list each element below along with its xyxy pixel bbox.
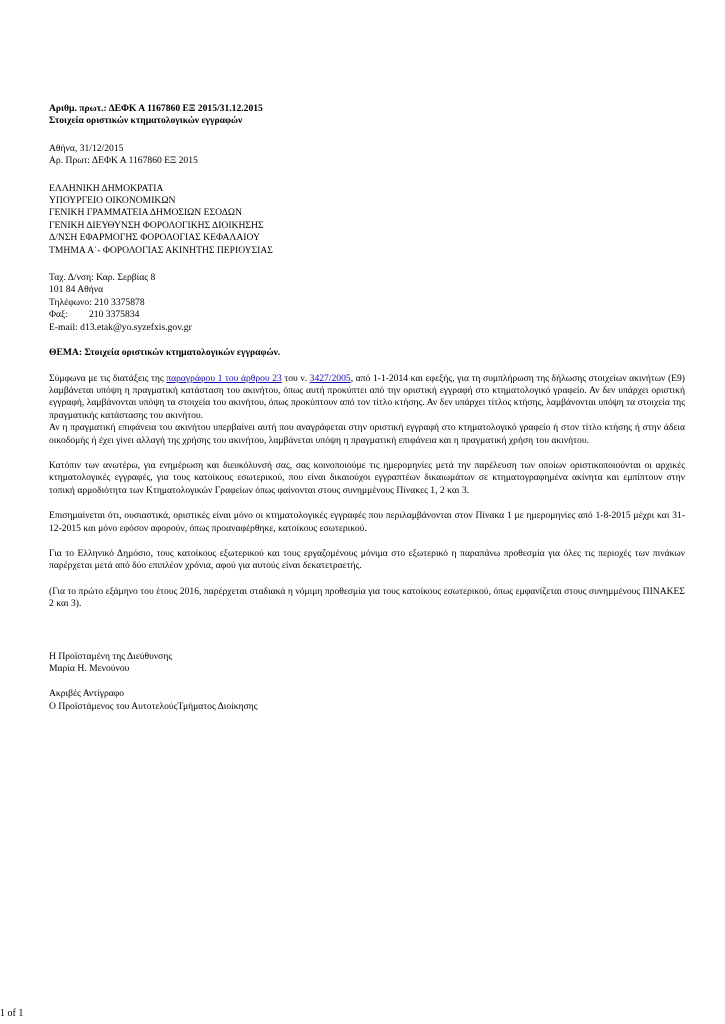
document-protocol: Αρ. Πρωτ: ΔΕΦΚ Α 1167860 ΕΞ 2015 [49, 155, 198, 167]
authority-line: ΓΕΝΙΚΗ ΓΡΑΜΜΑΤΕΙΑ ΔΗΜΟΣΙΩΝ ΕΣΟΔΩΝ [49, 207, 242, 219]
law-paragraph-link[interactable]: παραγράφου 1 του άρθρου 23 [166, 372, 282, 384]
contact-phone: Τηλέφωνο: 210 3375878 [49, 296, 145, 308]
body-paragraph-4: Για το Ελληνικό Δημόσιο, τους κατοίκους εξωτερικού και τους εργαζομένους μόνιμα στο εξωτερικό η παραπάνω προθεσμία για όλες τις περιοχές των πινάκων παρέρχεται μετά από δύο επιπλέον χρόνια, αφού για αυτούς είναι δεκατετραετής. [49, 547, 685, 572]
authority-line: ΓΕΝΙΚΗ ΔΙΕΥΘΥΝΣΗ ΦΟΡΟΛΟΓΙΚΗΣ ΔΙΟΙΚΗΣΗΣ [49, 219, 264, 231]
body-paragraph-1 [49, 373, 685, 447]
certified-copy-block [49, 688, 685, 713]
authority-line: ΕΛΛΗΝΙΚΗ ΔΗΜΟΚΡΑΤΙΑ [49, 182, 164, 194]
signature-name: Μαρία Η. Μενούνου [49, 663, 130, 674]
document-page [49, 103, 685, 713]
body-paragraph-5: (Για το πρώτο εξάμηνο του έτους 2016, παρέρχεται σταδιακά η νόμιμη προθεσμία για τους κατοίκους εσωτερικού, όπως εμφανίζεται στους συνημμένους ΠΙΝΑΚΕΣ 2 και 3). [49, 585, 685, 610]
paragraph-text: του ν. [281, 372, 310, 384]
fax-label: Φαξ: [49, 309, 68, 321]
protocol-heading: Αριθμ. πρωτ.: ΔΕΦΚ Α 1167860 ΕΞ 2015/31.12.2015 [49, 103, 263, 114]
contact-block [49, 272, 685, 334]
contact-fax [49, 309, 685, 321]
law-number-link[interactable]: 3427/2005 [309, 372, 351, 384]
document-title: Στοιχεία οριστικών κτηματολογικών εγγραφών [49, 115, 243, 127]
signature-role: Η Προϊσταμένη της Διεύθυνσης [49, 650, 173, 662]
body-paragraph-2: Κατόπιν των ανωτέρω, για ενημέρωση και διευκόλυνσή σας, σας κοινοποιούμε τις ημερομηνίες μετά την παρέλευση των οποίων οριστικοποιούνται οι αρχικές κτηματολογικές εγγραφές, για τους κατοίκους εσωτερικού, που είναι δικαιούχοι εγγραπτέων δικαιωμάτων σε κτηματογραφημένα ακίνητα και εμπίπτουν στην τοπική αρμοδιότητα των Κτηματολογικών Γραφείων όπως φαίνονται στους συνημμένους Πίνακες 1, 2 και 3. [49, 459, 685, 496]
authority-line: ΥΠΟΥΡΓΕΙΟ ΟΙΚΟΝΟΜΙΚΩΝ [49, 195, 176, 207]
signature-block [49, 651, 685, 676]
paragraph-continuation: Αν η πραγματική επιφάνεια του ακινήτου υπερβαίνει αυτή που αναγράφεται στην οριστική εγγραφή στο κτηματολογικό γραφείο ή στον τίτλο κτήσης ή στην άδεια οικοδομής ή έχει γίνει αλλαγή της χρήσης του ακινήτου, λαμβάνεται υπόψη η πραγματική επιφάνεια και η πραγματική χρήση του ακινήτου. [49, 422, 685, 446]
page-counter: 1 of 1 [0, 1008, 24, 1019]
fax-value: 210 3375834 [89, 309, 140, 321]
paragraph-text: , από 1-1-2014 και εφεξής, για τη συμπλήρωση της δήλωσης στοιχείων ακινήτων (Ε9) λαμβάνεται υπόψη η πραγματική κατάσταση του ακινήτου, όπως αυτή προκύπτει από την οριστική εγγραφή στο κτηματολογικό γραφείο. Αν δεν υπάρχει οριστική εγγραφή, λαμβάνονται υπόψη τα στοιχεία του ακινήτου, όπως προκύπτουν από τον τίτλο κτήσης. Αν δεν υπάρχει τίτλος κτήσης, λαμβάνονται υπόψη τα στοιχεία της πραγματικής κατάστασης του ακινήτου. [49, 372, 685, 421]
authority-line: ΤΜΗΜΑ Α΄- ΦΟΡΟΛΟΓΙΑΣ ΑΚΙΝΗΤΗΣ ΠΕΡΙΟΥΣΙΑΣ [49, 244, 273, 256]
subject-line: ΘΕΜΑ: Στοιχεία οριστικών κτηματολογικών εγγραφών. [49, 347, 281, 359]
contact-email: E-mail: d13.etak@yo.syzefxis.gov.gr [49, 321, 192, 333]
document-date: Αθήνα, 31/12/2015 [49, 142, 124, 154]
certified-copy-role: Ο Προϊστάμενος του ΑυτοτελούςΤμήματος Διοίκησης [49, 700, 258, 712]
authority-block [49, 183, 685, 257]
body-paragraph-3: Επισημαίνεται ότι, ουσιαστικά, οριστικές είναι μόνο οι κτηματολογικές εγγραφές που περιλαμβάνονται στον Πίνακα 1 με ημερομηνίες από 1-8-2015 μέχρι και 31-12-2015 και μόνο εφόσον αφορούν, όπως προαναφέρθηκε, κατοίκους εσωτερικού. [49, 510, 685, 534]
contact-address: Ταχ. Δ/νση: Καρ. Σερβίας 8 [49, 272, 156, 284]
certified-copy-label: Ακριβές Αντίγραφο [49, 688, 125, 700]
contact-city: 101 84 Αθήνα [49, 284, 104, 296]
authority-line: Δ/ΝΣΗ ΕΦΑΡΜΟΓΗΣ ΦΟΡΟΛΟΓΙΑΣ ΚΕΦΑΛΑΙΟΥ [49, 232, 260, 244]
paragraph-text: Σύμφωνα με τις διατάξεις της [49, 372, 167, 384]
